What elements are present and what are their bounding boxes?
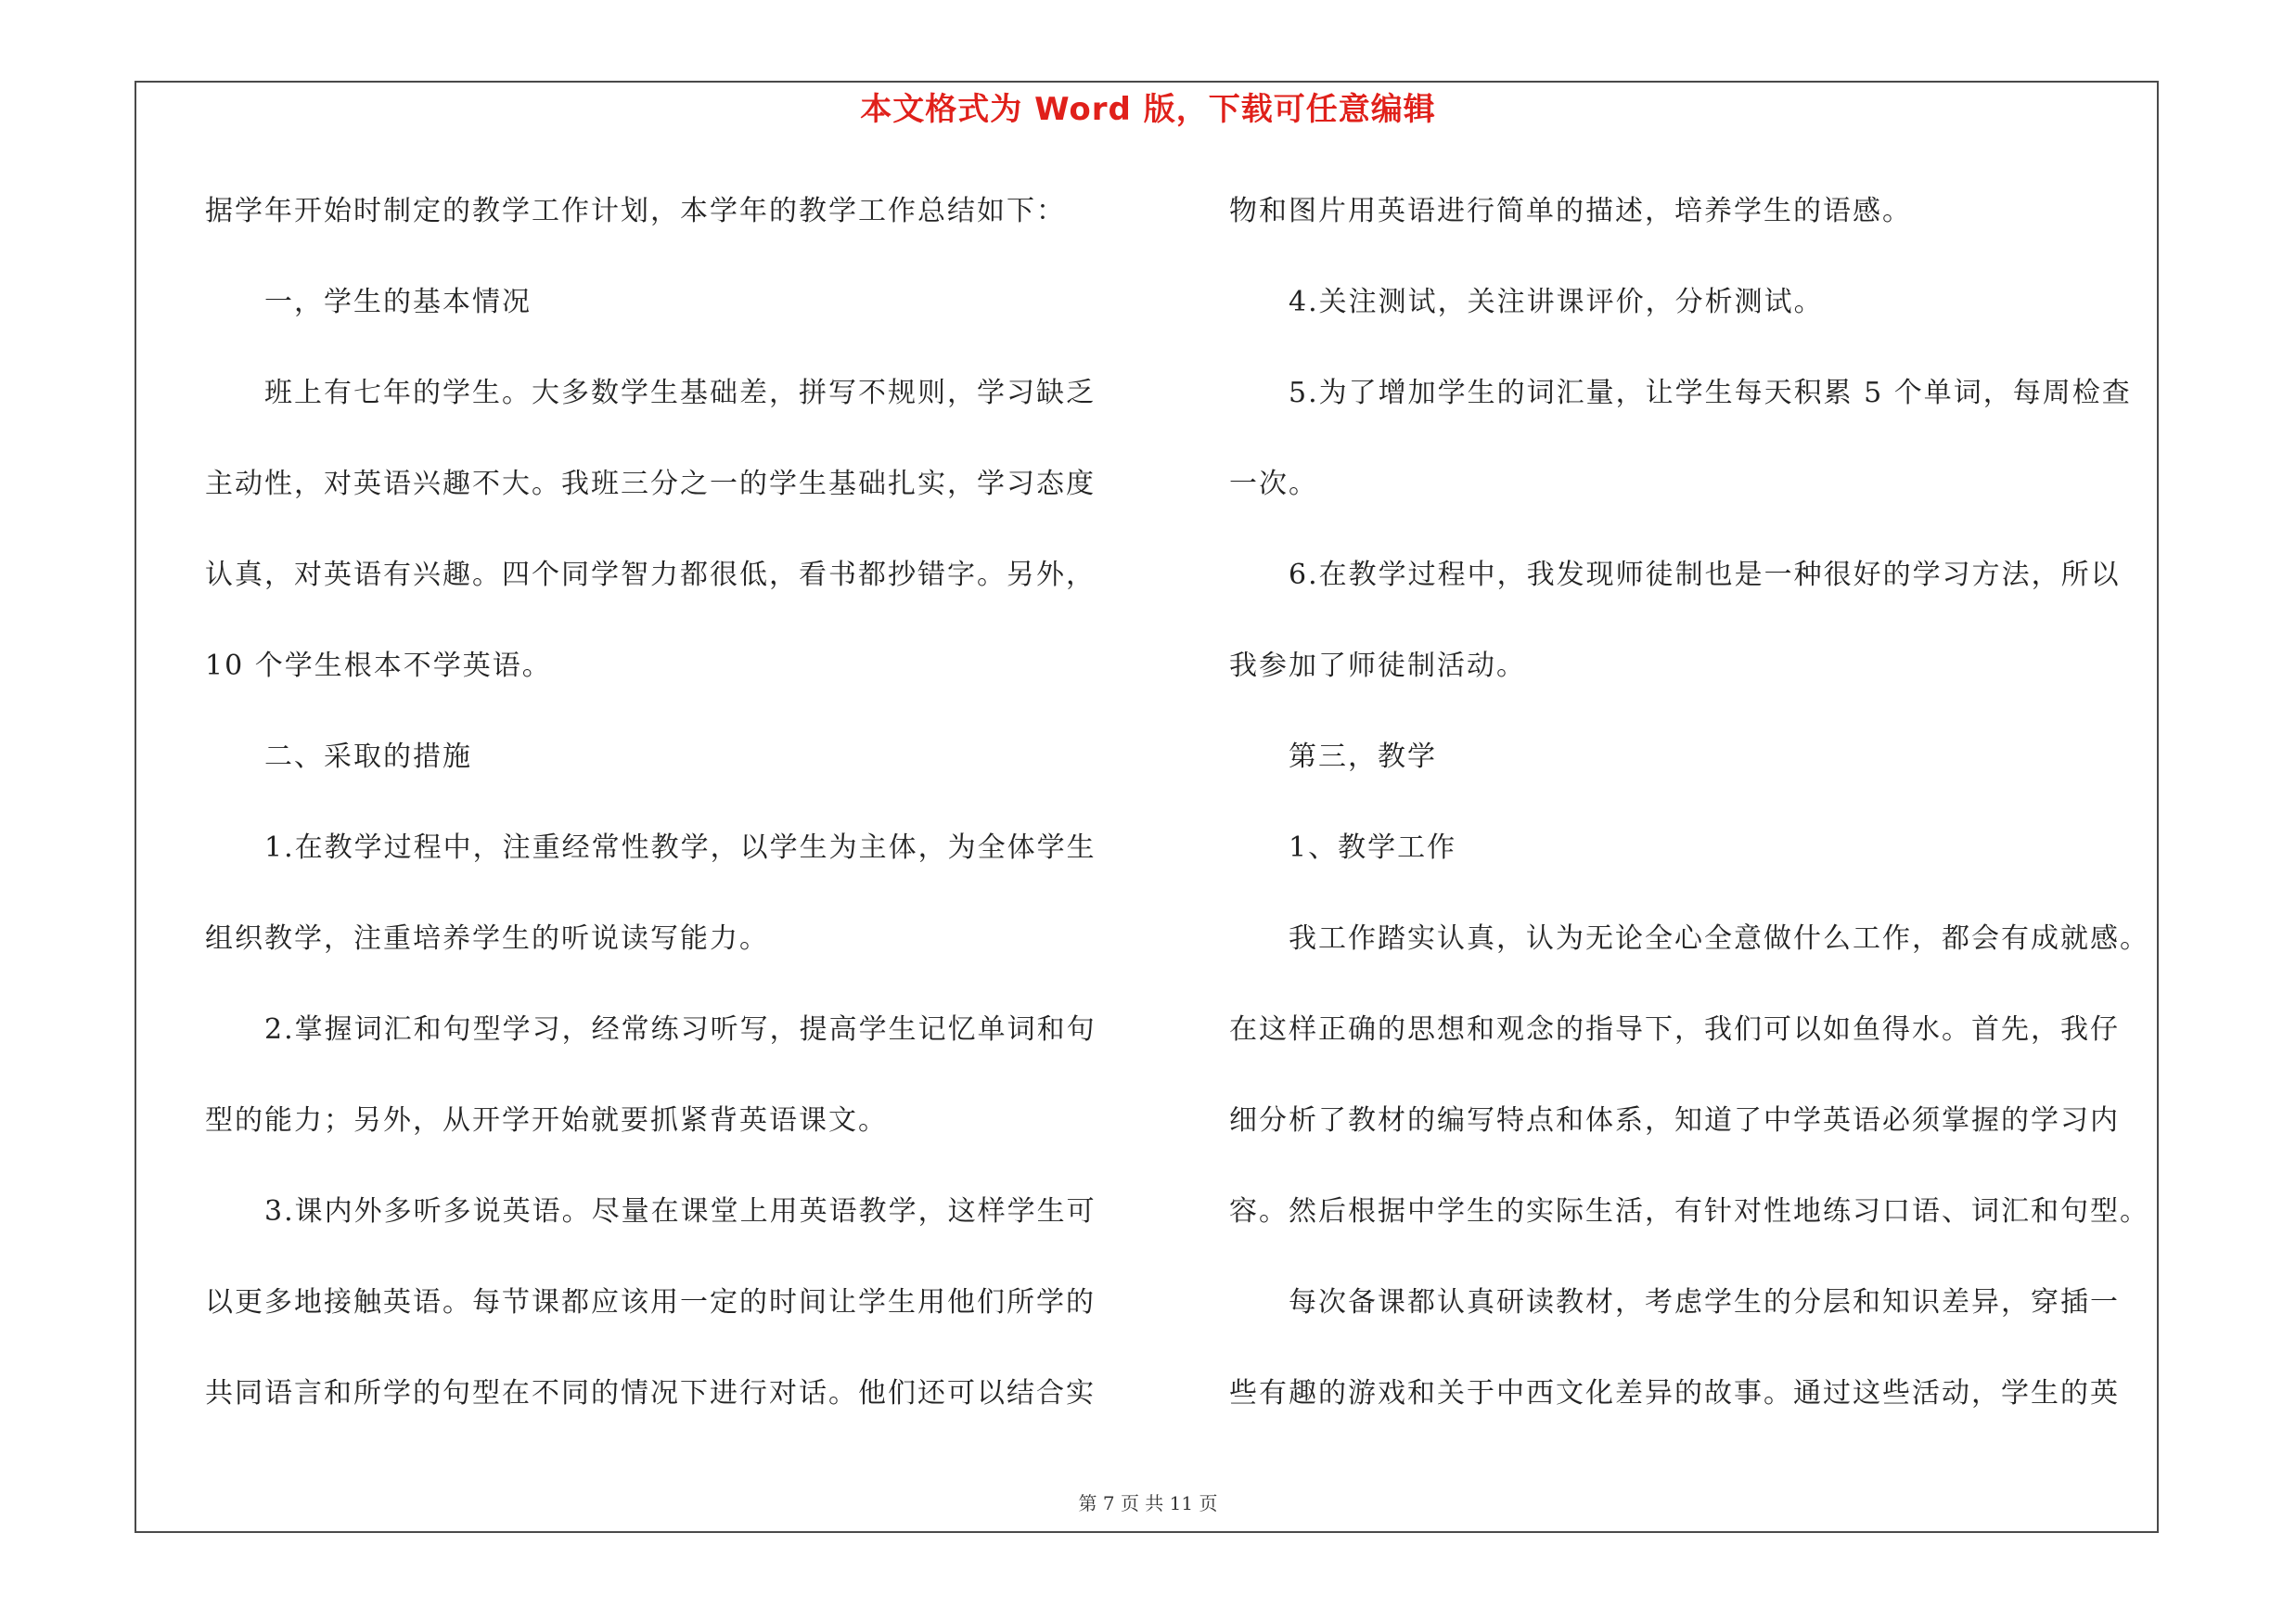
text-line: 10 个学生根本不学英语。	[205, 650, 552, 682]
text-line: 二、采取的措施	[264, 741, 472, 773]
text-line: 6.在教学过程中，我发现师徒制也是一种很好的学习方法，所以	[1289, 559, 2121, 591]
text-line: 1、教学工作	[1289, 831, 1457, 864]
text-line: 5.为了增加学生的词汇量，让学生每天积累 5 个单词，每周检查	[1289, 377, 2132, 409]
right-text-column	[1229, 182, 2157, 1481]
text-line: 主动性，对英语兴趣不大。我班三分之一的学生基础扎实，学习态度	[205, 468, 1096, 500]
text-line: 一，学生的基本情况	[264, 286, 532, 318]
text-line: 4.关注测试，关注讲课评价，分析测试。	[1289, 286, 1824, 318]
text-line: 容。然后根据中学生的实际生活，有针对性地练习口语、词汇和句型。	[1229, 1195, 2149, 1228]
text-line: 第三，教学	[1289, 741, 1437, 773]
text-line: 2.掌握词汇和句型学习，经常练习听写，提高学生记忆单词和句	[264, 1013, 1097, 1046]
text-line: 班上有七年的学生。大多数学生基础差，拼写不规则，学习缺乏	[264, 377, 1096, 409]
text-line: 组织教学，注重培养学生的听说读写能力。	[205, 922, 769, 955]
text-line: 1.在教学过程中，注重经常性教学，以学生为主体，为全体学生	[264, 831, 1097, 864]
page-number-footer: 第 7 页 共 11 页	[1078, 1492, 1218, 1514]
document-header: 本文格式为 Word 版，下载可任意编辑	[860, 91, 1436, 128]
left-text-column	[205, 182, 1142, 1481]
text-line: 认真，对英语有兴趣。四个同学智力都很低，看书都抄错字。另外，	[205, 559, 1096, 591]
text-line: 3.课内外多听多说英语。尽量在课堂上用英语教学，这样学生可	[264, 1195, 1097, 1228]
text-line: 一次。	[1229, 468, 1318, 500]
text-line: 些有趣的游戏和关于中西文化差异的故事。通过这些活动，学生的英	[1229, 1377, 2120, 1410]
text-line: 物和图片用英语进行简单的描述，培养学生的语感。	[1229, 195, 1912, 227]
text-line: 我参加了师徒制活动。	[1229, 650, 1526, 682]
text-line: 共同语言和所学的句型在不同的情况下进行对话。他们还可以结合实	[205, 1377, 1096, 1410]
text-line: 以更多地接触英语。每节课都应该用一定的时间让学生用他们所学的	[205, 1286, 1096, 1319]
text-line: 型的能力；另外，从开学开始就要抓紧背英语课文。	[205, 1104, 888, 1137]
text-line: 每次备课都认真研读教材，考虑学生的分层和知识差异，穿插一	[1289, 1286, 2120, 1319]
text-line: 细分析了教材的编写特点和体系，知道了中学英语必须掌握的学习内	[1229, 1104, 2120, 1137]
text-line: 据学年开始时制定的教学工作计划，本学年的教学工作总结如下：	[205, 195, 1066, 227]
text-line: 在这样正确的思想和观念的指导下，我们可以如鱼得水。首先，我仔	[1229, 1013, 2120, 1046]
text-line: 我工作踏实认真，认为无论全心全意做什么工作，都会有成就感。	[1289, 922, 2149, 955]
